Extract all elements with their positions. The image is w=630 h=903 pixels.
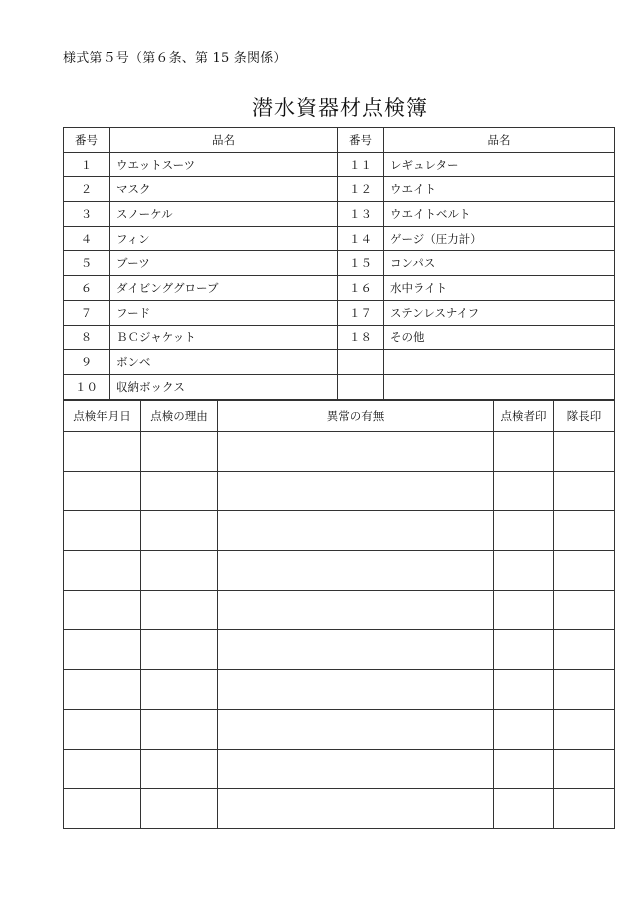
header-name-right: 品名 [384, 128, 615, 153]
item-number: ８ [64, 325, 110, 350]
captain-seal-cell[interactable] [554, 511, 615, 551]
captain-seal-cell[interactable] [554, 709, 615, 749]
header-inspection-date: 点検年月日 [64, 401, 141, 432]
abnormality-cell[interactable] [218, 789, 494, 829]
reason-cell[interactable] [141, 590, 218, 630]
item-number: １５ [338, 251, 384, 276]
reason-cell[interactable] [141, 471, 218, 511]
log-row [64, 630, 615, 670]
table-row [64, 251, 615, 276]
header-abnormality: 異常の有無 [218, 401, 494, 432]
header-number-right: 番号 [338, 128, 384, 153]
items-header-row [64, 128, 615, 153]
item-name: コンパス [384, 251, 615, 276]
inspector-seal-cell[interactable] [494, 590, 554, 630]
inspector-seal-cell[interactable] [494, 432, 554, 472]
item-name: ステンレスナイフ [384, 300, 615, 325]
item-name: ウエイト [384, 177, 615, 202]
date-cell[interactable] [64, 670, 141, 710]
date-cell[interactable] [64, 749, 141, 789]
inspector-seal-cell[interactable] [494, 749, 554, 789]
item-name: 水中ライト [384, 276, 615, 301]
item-number [338, 374, 384, 399]
item-number: ４ [64, 226, 110, 251]
captain-seal-cell[interactable] [554, 630, 615, 670]
item-name: その他 [384, 325, 615, 350]
log-row [64, 789, 615, 829]
item-name: ウエイトベルト [384, 202, 615, 227]
reason-cell[interactable] [141, 789, 218, 829]
item-name: ダイビンググローブ [110, 276, 338, 301]
header-name-left: 品名 [110, 128, 338, 153]
inspector-seal-cell[interactable] [494, 709, 554, 749]
abnormality-cell[interactable] [218, 590, 494, 630]
table-row [64, 300, 615, 325]
log-row [64, 590, 615, 630]
date-cell[interactable] [64, 471, 141, 511]
item-number: １０ [64, 374, 110, 399]
item-name [384, 374, 615, 399]
item-number: １６ [338, 276, 384, 301]
reason-cell[interactable] [141, 749, 218, 789]
inspector-seal-cell[interactable] [494, 551, 554, 591]
header-captain-seal: 隊長印 [554, 401, 615, 432]
equipment-items-table [63, 127, 615, 400]
table-row [64, 177, 615, 202]
header-number-left: 番号 [64, 128, 110, 153]
item-number: ２ [64, 177, 110, 202]
item-number: １８ [338, 325, 384, 350]
item-name: ブーツ [110, 251, 338, 276]
table-row [64, 276, 615, 301]
item-name: ボンベ [110, 350, 338, 375]
log-header-row [64, 401, 615, 432]
inspection-log-table [63, 400, 615, 829]
item-number: ５ [64, 251, 110, 276]
header-inspection-reason: 点検の理由 [141, 401, 218, 432]
item-number: １７ [338, 300, 384, 325]
table-row [64, 325, 615, 350]
log-row [64, 749, 615, 789]
captain-seal-cell[interactable] [554, 471, 615, 511]
captain-seal-cell[interactable] [554, 749, 615, 789]
reason-cell[interactable] [141, 432, 218, 472]
abnormality-cell[interactable] [218, 709, 494, 749]
table-row [64, 202, 615, 227]
date-cell[interactable] [64, 789, 141, 829]
abnormality-cell[interactable] [218, 432, 494, 472]
abnormality-cell[interactable] [218, 630, 494, 670]
item-name: マスク [110, 177, 338, 202]
inspector-seal-cell[interactable] [494, 789, 554, 829]
log-row [64, 709, 615, 749]
captain-seal-cell[interactable] [554, 590, 615, 630]
inspector-seal-cell[interactable] [494, 511, 554, 551]
item-number: １ [64, 152, 110, 177]
date-cell[interactable] [64, 432, 141, 472]
item-number: １４ [338, 226, 384, 251]
item-name: 収納ボックス [110, 374, 338, 399]
date-cell[interactable] [64, 630, 141, 670]
captain-seal-cell[interactable] [554, 670, 615, 710]
item-number: ３ [64, 202, 110, 227]
date-cell[interactable] [64, 511, 141, 551]
abnormality-cell[interactable] [218, 670, 494, 710]
form-number: 様式第５号（第６条、第 15 条関係） [63, 51, 287, 66]
log-row [64, 551, 615, 591]
inspector-seal-cell[interactable] [494, 630, 554, 670]
abnormality-cell[interactable] [218, 511, 494, 551]
abnormality-cell[interactable] [218, 551, 494, 591]
date-cell[interactable] [64, 709, 141, 749]
log-row [64, 670, 615, 710]
item-number: ９ [64, 350, 110, 375]
log-row [64, 471, 615, 511]
item-name [384, 350, 615, 375]
table-row [64, 226, 615, 251]
inspector-seal-cell[interactable] [494, 471, 554, 511]
item-number: ７ [64, 300, 110, 325]
reason-cell[interactable] [141, 670, 218, 710]
item-number: １２ [338, 177, 384, 202]
abnormality-cell[interactable] [218, 749, 494, 789]
item-name: ウエットスーツ [110, 152, 338, 177]
date-cell[interactable] [64, 590, 141, 630]
page-title: 潜水資器材点検簿 [252, 96, 428, 120]
item-number: ６ [64, 276, 110, 301]
item-name: フィン [110, 226, 338, 251]
captain-seal-cell[interactable] [554, 551, 615, 591]
abnormality-cell[interactable] [218, 471, 494, 511]
reason-cell[interactable] [141, 511, 218, 551]
item-name: スノーケル [110, 202, 338, 227]
item-name: レギュレター [384, 152, 615, 177]
item-number: １３ [338, 202, 384, 227]
table-row [64, 350, 615, 375]
captain-seal-cell[interactable] [554, 789, 615, 829]
reason-cell[interactable] [141, 709, 218, 749]
item-name: ゲージ（圧力計） [384, 226, 615, 251]
inspector-seal-cell[interactable] [494, 670, 554, 710]
item-number [338, 350, 384, 375]
item-number: １１ [338, 152, 384, 177]
captain-seal-cell[interactable] [554, 432, 615, 472]
header-inspector-seal: 点検者印 [494, 401, 554, 432]
log-row [64, 432, 615, 472]
table-row [64, 374, 615, 399]
reason-cell[interactable] [141, 630, 218, 670]
reason-cell[interactable] [141, 551, 218, 591]
table-row [64, 152, 615, 177]
log-row [64, 511, 615, 551]
date-cell[interactable] [64, 551, 141, 591]
item-name: フード [110, 300, 338, 325]
item-name: ＢＣジャケット [110, 325, 338, 350]
